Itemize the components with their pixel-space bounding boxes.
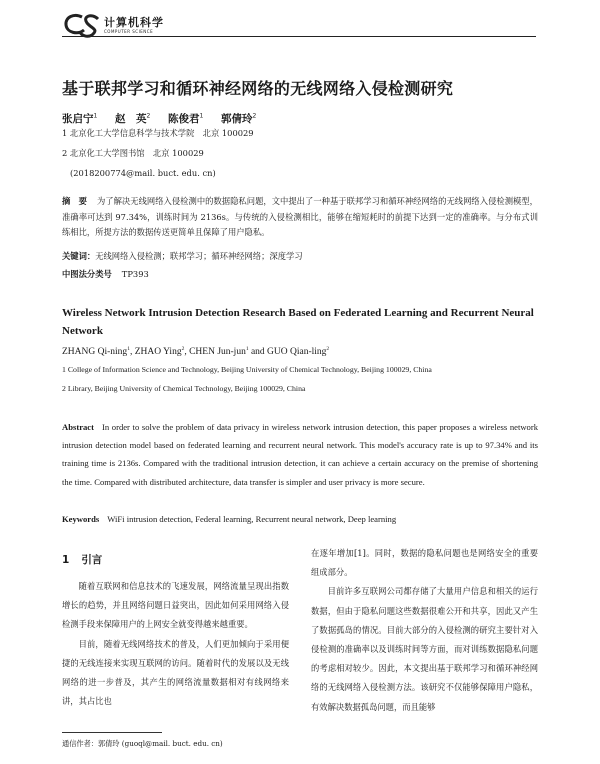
- corresponding-author-footnote: 通信作者：郭倩玲 (guoql@mail. buct. edu. cn): [62, 739, 223, 748]
- clc-label: 中图法分类号: [62, 269, 112, 279]
- body-paragraph: 在逐年增加[1]。同时，数据的隐私问题也是网络安全的重要组成部分。: [311, 548, 538, 578]
- paper-title-en: Wireless Network Intrusion Detection Research Based on Federated Learning and Recurrent Neural Network: [62, 307, 534, 337]
- journal-name-en: COMPUTER SCIENCE: [104, 29, 154, 34]
- section-title: 引言: [81, 554, 103, 566]
- abstract-en: [62, 418, 538, 491]
- header-divider: [62, 36, 536, 37]
- author-email: (2018200774@mail. buct. edu. cn): [70, 168, 216, 178]
- author-list-cn: [62, 111, 270, 126]
- footnote-divider: [62, 732, 162, 733]
- author-cn: 郭倩玲$^2$: [220, 112, 257, 125]
- affiliation-en-2: 2 Library, Beijing University of Chemical Technology, Beijing 100029, China: [62, 384, 306, 393]
- left-column: [62, 577, 289, 711]
- author-cn: 张启宁$^1$: [62, 112, 98, 125]
- clc-value: TP393: [121, 269, 149, 279]
- section-number: 1: [62, 554, 70, 566]
- author-list-en: ZHANG Qi-ning$^1$, ZHAO Ying$^2$, CHEN Jun-jun$^1$ and GUO Qian-ling$^2$: [62, 346, 330, 358]
- section-heading: [62, 552, 102, 567]
- keywords-label-en: Keywords: [62, 514, 100, 524]
- abstract-label-en: Abstract: [62, 422, 94, 432]
- affiliation-cn-1: 1 北京化工大学信息科学与技术学院 北京 100029: [62, 128, 254, 138]
- keywords-text-en: WiFi intrusion detection, Federal learning, Recurrent neural network, Deep learning: [107, 514, 397, 524]
- abstract-text-en: In order to solve the problem of data privacy in wireless network intrusion detection, this paper proposes a wireless network intrusion detection model based on federated learning and recurrent neural network. This model's accuracy rate is up to 97.34% and its training time is 2136s. Compared with the traditional intrusion detection, it can achieve a certain accuracy on the premise of shortening the time. Compared with distributed architecture, data transfer is simpler and user privacy is more secure.: [62, 422, 538, 487]
- body-paragraph: 目前许多互联网公司都存储了大量用户信息和相关的运行数据，但由于隐私问题这些数据很难公开和共享，因此又产生了数据孤岛的情况。目前大部分的入侵检测的研究主要针对入侵检测的准确率以及训练时间等方面，而对训练数据隐私问题的考虑相对较少。因此，本文提出基于联邦学习和循环神经网络的无线网络入侵检测方法。该研究不仅能够保障用户隐私，有效解决数据孤岛问题，而且能够: [311, 586, 538, 712]
- abstract-label-cn: 摘 要: [62, 196, 87, 206]
- body-paragraph: 目前，随着无线网络技术的普及，人们更加倾向于采用便捷的无线连接来实现互联网的访问。随着时代的发展以及无线网络的进一步普及，其产生的网络流量数据相对有线网络来讲，其占比也: [62, 638, 289, 707]
- abstract-cn: [62, 194, 538, 241]
- paper-title-cn: 基于联邦学习和循环神经网络的无线网络入侵检测研究: [62, 79, 454, 98]
- journal-name-cn: 计算机科学: [104, 16, 164, 29]
- body-paragraph: 随着互联网和信息技术的飞速发展，网络流量呈现出指数增长的趋势，并且网络问题日益突出，因此如何采用网络入侵检测手段来保障用户的上网安全就变得越来越重要。: [62, 581, 289, 630]
- abstract-text-cn: 为了解决无线网络入侵检测中的数据隐私问题，文中提出了一种基于联邦学习和循环神经网络的无线网络入侵检测模型，准确率可达到 97.34%，训练时间为 2136s。与传统的入侵检测相比，能够在缩短耗时的前提下达到一定的准确率。与分布式训练相比，所提方法的数据传送更简单且保障了用户隐私。: [62, 196, 538, 237]
- affiliation-en-1: 1 College of Information Science and Technology, Beijing University of Chemical Technology, Beijing 100029, China: [62, 365, 432, 374]
- keywords-cn: [62, 250, 303, 262]
- classification-number: [62, 268, 149, 280]
- keywords-en: [62, 514, 396, 524]
- right-column: [311, 544, 538, 717]
- keywords-text-cn: 无线网络入侵检测；联邦学习；循环神经网络；深度学习: [95, 251, 303, 261]
- keywords-label-cn: 关键词：: [62, 251, 96, 261]
- author-cn: 陈俊君$^1$: [167, 112, 204, 125]
- affiliation-cn-2: 2 北京化工大学图书馆 北京 100029: [62, 148, 204, 158]
- journal-logo-icon: [62, 12, 100, 38]
- author-cn: 赵 英$^2$: [114, 112, 151, 125]
